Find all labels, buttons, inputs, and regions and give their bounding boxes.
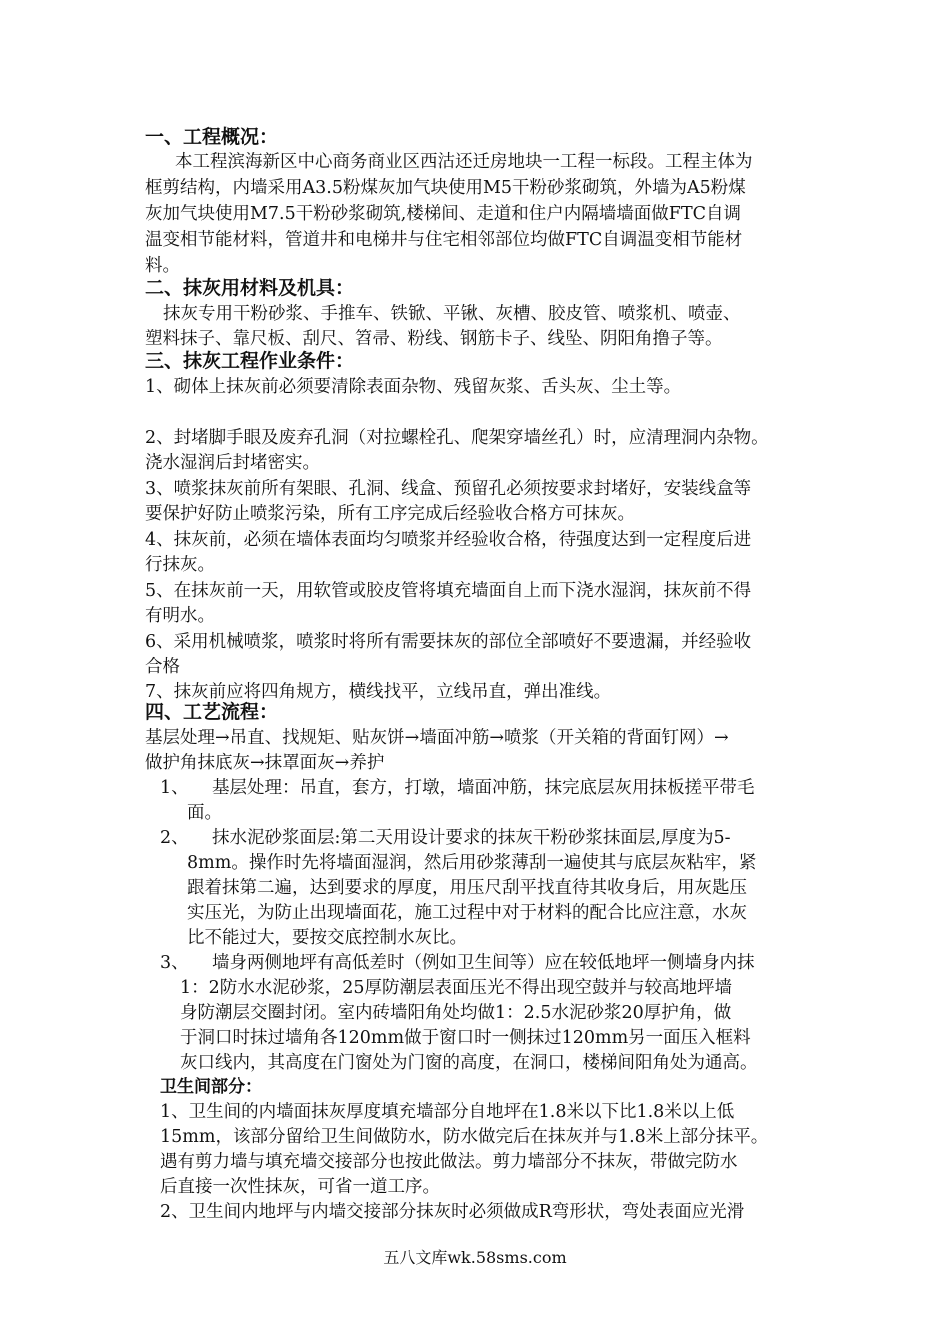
list-item-line: 灰口线内，其高度在门窗处为门窗的高度，在洞口，楼梯间阳角处为通高。 <box>180 1053 758 1073</box>
section-4-heading: 四、工艺流程： <box>145 701 279 723</box>
process-flow-line: 做护角抹底灰→抹罩面灰→养护 <box>145 753 385 773</box>
section-3-line: 要保护好防止喷浆污染，所有工序完成后经验收合格方可抹灰。 <box>145 504 635 524</box>
process-flow-line: 基层处理→吊直、找规矩、贴灰饼→墙面冲筋→喷浆（开关箱的背面钉网）→ <box>145 728 729 748</box>
section-3-line: 2、封堵脚手眼及废弃孔洞（对拉螺栓孔、爬架穿墙丝孔）时，应清理洞内杂物。 <box>145 428 769 448</box>
list-item-number: 3、 <box>160 953 189 973</box>
section-1-heading: 一、工程概况： <box>145 126 279 148</box>
section-3-line: 合格 <box>145 657 180 677</box>
bathroom-line: 15mm，该部分留给卫生间做防水，防水做完后在抹灰并与1.8米上部分抹平。 <box>160 1127 769 1147</box>
bathroom-line: 2、卫生间内地坪与内墙交接部分抹灰时必须做成R弯形状，弯处表面应光滑 <box>160 1202 745 1222</box>
page-footer: 五八文库wk.58sms.com <box>383 1248 567 1267</box>
section-1-line: 框剪结构，内墙采用A3.5粉煤灰加气块使用M5干粉砂浆砌筑，外墙为A5粉煤 <box>145 178 746 198</box>
list-item-line: 实压光，为防止出现墙面花，施工过程中对于材料的配合比应注意，水灰 <box>187 903 747 923</box>
section-2-line: 塑料抹子、靠尺板、刮尺、笤帚、粉线、钢筋卡子、线坠、阴阳角撸子等。 <box>145 329 723 349</box>
list-item-line: 基层处理：吊直，套方，打墩，墙面冲筋，抹完底层灰用抹板搓平带毛 <box>212 778 755 798</box>
list-item-line: 面。 <box>187 803 222 823</box>
list-item-line: 于洞口时抹过墙角各120mm做于窗口时一侧抹过120mm另一面压入框料 <box>180 1028 751 1048</box>
section-1-line: 料。 <box>145 256 180 276</box>
list-item-line: 8mm。操作时先将墙面湿润，然后用砂浆薄刮一遍使其与底层灰粘牢，紧 <box>187 853 757 873</box>
section-3-line: 4、抹灰前，必须在墙体表面均匀喷浆并经验收合格，待强度达到一定程度后进 <box>145 530 752 550</box>
bathroom-line: 后直接一次性抹灰，可省一道工序。 <box>160 1177 440 1197</box>
section-1-line: 灰加气块使用M7.5干粉砂浆砌筑,楼梯间、走道和住户内隔墙墙面做FTC自调 <box>145 204 742 224</box>
section-3-heading: 三、抹灰工程作业条件： <box>145 350 355 372</box>
section-3-line: 6、采用机械喷浆，喷浆时将所有需要抹灰的部位全部喷好不要遗漏，并经验收 <box>145 632 752 652</box>
section-2-heading: 二、抹灰用材料及机具： <box>145 277 355 299</box>
list-item-number: 1、 <box>160 778 189 798</box>
section-1-line: 温变相节能材料，管道井和电梯井与住宅相邻部位均做FTC自调温变相节能材 <box>145 230 743 250</box>
list-item-line: 1：2防水水泥砂浆，25厚防潮层表面压光不得出现空鼓并与较高地坪墙 <box>180 978 733 998</box>
section-1-line: 本工程滨海新区中心商务商业区西沽还迁房地块一工程一标段。工程主体为 <box>175 152 753 172</box>
section-3-line: 7、抹灰前应将四角规方，横线找平，立线吊直，弹出准线。 <box>145 682 612 702</box>
section-3-line: 3、喷浆抹灰前所有架眼、孔洞、线盒、预留孔必须按要求封堵好，安装线盒等 <box>145 479 752 499</box>
section-3-line: 浇水湿润后封堵密实。 <box>145 453 320 473</box>
bathroom-heading: 卫生间部分： <box>160 1077 262 1097</box>
section-3-line: 5、在抹灰前一天，用软管或胶皮管将填充墙面自上而下浇水湿润，抹灰前不得 <box>145 581 752 601</box>
list-item-line: 墙身两侧地坪有高低差时（例如卫生间等）应在较低地坪一侧墙身内抹 <box>212 953 755 973</box>
list-item-line: 比不能过大，要按交底控制水灰比。 <box>187 928 467 948</box>
list-item-line: 身防潮层交圈封闭。室内砖墙阳角处均做1：2.5水泥砂浆20厚护角，做 <box>180 1003 732 1023</box>
bathroom-line: 遇有剪力墙与填充墙交接部分也按此做法。剪力墙部分不抹灰，带做完防水 <box>160 1152 738 1172</box>
section-2-line: 抹灰专用干粉砂浆、手推车、铁锨、平锹、灰槽、胶皮管、喷浆机、喷壶、 <box>163 304 741 324</box>
list-item-line: 抹水泥砂浆面层:第二天用设计要求的抹灰干粉砂浆抹面层,厚度为5- <box>212 828 731 848</box>
section-3-line: 有明水。 <box>145 606 215 626</box>
list-item-line: 跟着抹第二遍，达到要求的厚度，用压尺刮平找直待其收身后，用灰匙压 <box>187 878 747 898</box>
section-3-line: 1、砌体上抹灰前必须要清除表面杂物、残留灰浆、舌头灰、尘土等。 <box>145 377 682 397</box>
bathroom-line: 1、卫生间的内墙面抹灰厚度填充墙部分自地坪在1.8米以下比1.8米以上低 <box>160 1102 735 1122</box>
list-item-number: 2、 <box>160 828 189 848</box>
section-3-line: 行抹灰。 <box>145 555 215 575</box>
